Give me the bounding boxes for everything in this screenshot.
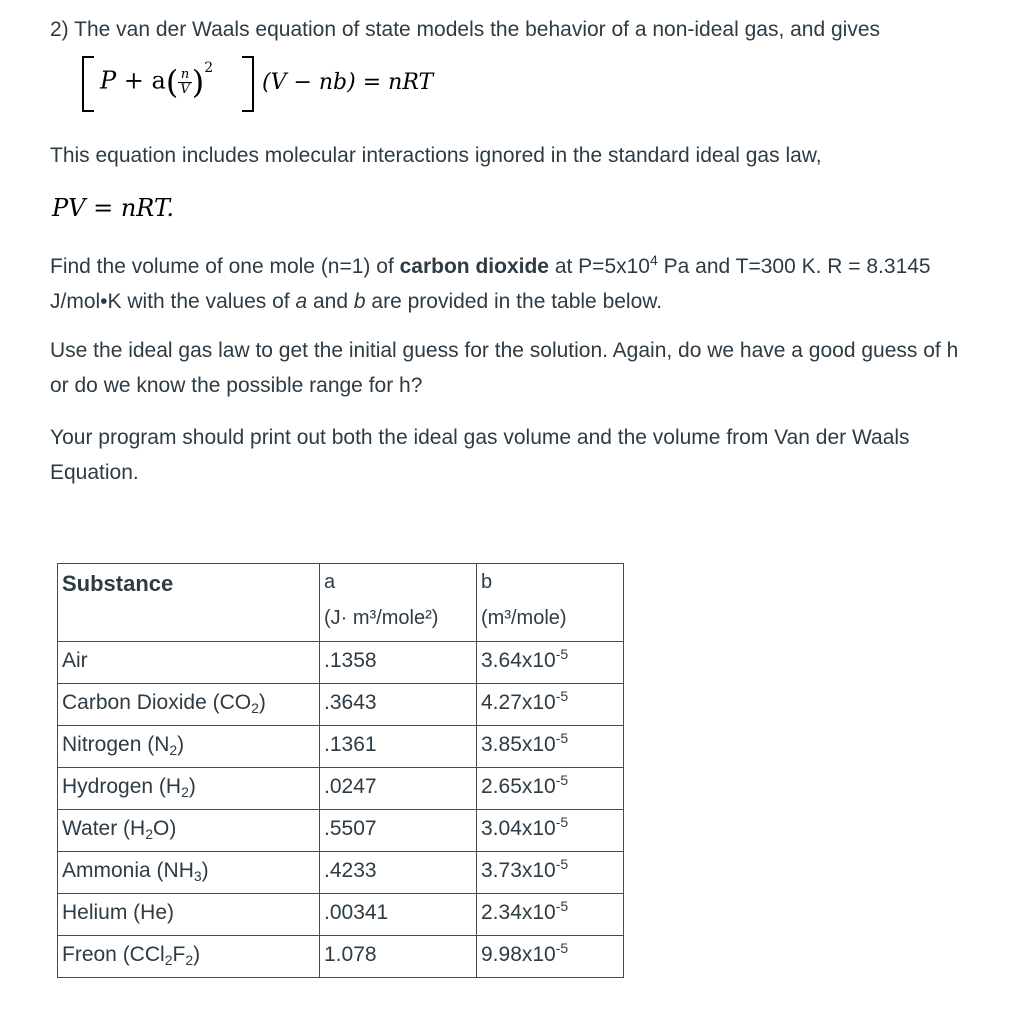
row-a: .5507	[320, 810, 477, 852]
table-row	[58, 768, 624, 810]
row-a: 1.078	[320, 936, 477, 978]
row-substance: Hydrogen $(H_2)$	[58, 768, 320, 810]
eq-fraction	[178, 68, 191, 97]
header-b: b (m³/mole)	[477, 564, 624, 642]
row-a: .3643	[320, 684, 477, 726]
gas-constants-table	[57, 563, 624, 978]
row-substance: Freon $(CCl_2F_2)$	[58, 936, 320, 978]
eq-plus-a: + a	[123, 66, 166, 95]
vdw-equation: P + a( $\frac{n}{V}$ )$^2$ (V − nb) = nRT	[82, 56, 482, 112]
p3-and: and	[313, 290, 349, 313]
table-row	[58, 894, 624, 936]
p3-part3: Pa and T=300 K. R = 8.3145 J/mol•K with the values of	[50, 255, 931, 313]
eq-P: P	[100, 66, 117, 95]
ideal-gas-equation	[52, 194, 174, 222]
row-a: .1361	[320, 726, 477, 768]
p3-part2: at P=5x10	[554, 255, 650, 278]
row-a: .4233	[320, 852, 477, 894]
p3-b: b	[353, 290, 366, 313]
para-initial-guess: Use the ideal gas law to get the initial guess for the solution. Again, do we have a good guess of h or do we know the possible range for h?	[50, 339, 959, 397]
row-b: $4.27x10^{-5}$	[477, 684, 624, 726]
table-row	[58, 852, 624, 894]
row-b: $3.64x10^{-5}$	[477, 642, 624, 684]
row-a: .1358	[320, 642, 477, 684]
row-b: $3.73x10^{-5}$	[477, 852, 624, 894]
table-row	[58, 726, 624, 768]
row-substance: Air	[58, 642, 320, 684]
para-find-volume	[50, 243, 980, 319]
row-a: .00341	[320, 894, 477, 936]
header-a: a (J· m³/mole²)	[320, 564, 477, 642]
eq-frac-num: n	[178, 68, 191, 83]
table-row	[58, 642, 624, 684]
intro-text: 2) The van der Waals equation of state models the behavior of a non-ideal gas, and gives	[50, 18, 881, 41]
eq-exponent: 2	[204, 60, 214, 76]
row-substance: Nitrogen $(N_2)$	[58, 726, 320, 768]
row-b: $3.85x10^{-5}$	[477, 726, 624, 768]
ideal-eq-text: PV = nRT.	[52, 194, 175, 222]
header-substance: Substance	[58, 564, 320, 642]
para-program-output: Your program should print out both the ideal gas volume and the volume from Van der Waals Equation.	[50, 426, 910, 484]
table-row	[58, 936, 624, 978]
eq-frac-den: V	[180, 81, 190, 97]
row-a: .0247	[320, 768, 477, 810]
para-ideal-intro: This equation includes molecular interactions ignored in the standard ideal gas law,	[50, 144, 822, 167]
p3-bold: carbon dioxide	[399, 255, 549, 278]
eq-rhs: (V − nb) = nRT	[262, 70, 434, 95]
p3-part4: are provided in the table below.	[371, 290, 663, 313]
row-b: $2.34x10^{-5}$	[477, 894, 624, 936]
table-row	[58, 684, 624, 726]
row-substance: Carbon Dioxide $(CO_2)$	[58, 684, 320, 726]
table-header-row	[58, 564, 624, 642]
row-substance: Helium (He)	[58, 894, 320, 936]
p3-exp: 4	[649, 252, 658, 268]
row-substance: Ammonia $(NH_3)$	[58, 852, 320, 894]
row-b: $3.04x10^{-5}$	[477, 810, 624, 852]
row-b: $9.98x10^{-5}$	[477, 936, 624, 978]
p3-part1: Find the volume of one mole (n=1) of	[50, 255, 394, 278]
row-substance: Water $(H_2O)$	[58, 810, 320, 852]
row-b: $2.65x10^{-5}$	[477, 768, 624, 810]
p3-a: a	[295, 290, 308, 313]
table-row	[58, 810, 624, 852]
